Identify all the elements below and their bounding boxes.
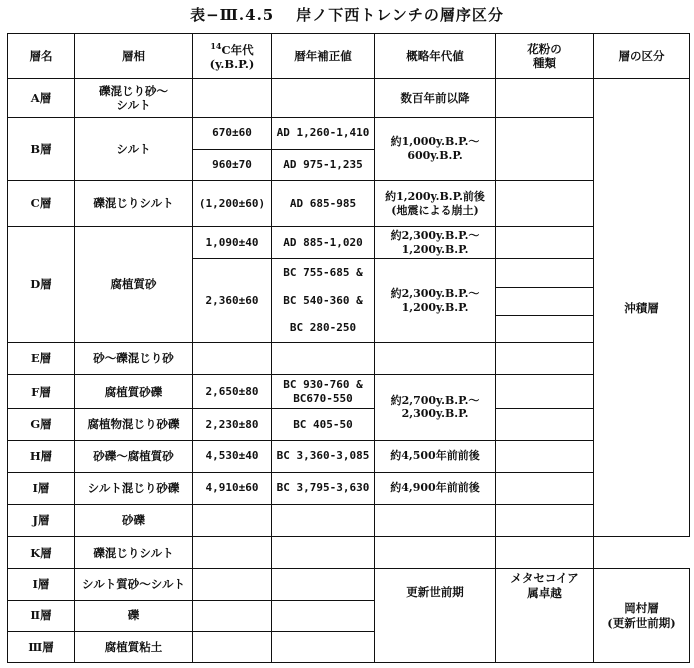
c14-cell [193,504,272,536]
table-row [8,342,690,374]
approx-age-cell: 数百年前以降 [375,79,496,117]
header-calibrated: 暦年補正値 [272,34,375,79]
c14-cell [193,342,272,374]
table-row [8,180,690,226]
layer-name: B層 [8,117,75,180]
layer-facies: 礫混じり砂〜 シルト [75,79,193,117]
pollen-cell [496,537,594,569]
pollen-cell [496,504,594,536]
header-c14-label: C年代 (y.B.P.) [209,42,255,72]
c14-cell: 2,360±60 [193,259,272,343]
pollen-cell [496,79,594,117]
pollen-cell [496,472,594,504]
layer-name: J層 [8,504,75,536]
table-row [8,569,690,600]
calibrated-cell [272,537,375,569]
pollen-subrow [496,260,593,288]
table-row [8,440,690,472]
layer-name: I層 [8,472,75,504]
c14-superscript: 14 [210,40,222,51]
approx-age-cell: 約1,000y.B.P.〜 600y.B.P. [375,117,496,180]
pollen-cell [496,342,594,374]
layer-facies: 腐植質砂 [75,227,193,343]
layer-facies: 礫混じりシルト [75,537,193,569]
approx-age-cell [375,342,496,374]
table-row [8,117,690,149]
pollen-cell [496,375,594,409]
approx-age-cell [375,504,496,536]
layer-name: Ⅲ層 [8,631,75,662]
c14-cell: 960±70 [193,149,272,180]
layer-facies: 礫混じりシルト [75,180,193,226]
layer-name: F層 [8,375,75,409]
c14-cell: 4,910±60 [193,472,272,504]
table-row [8,472,690,504]
division-okamura: 岡村層 (更新世前期) [594,569,690,663]
layer-facies: 礫 [75,600,193,631]
header-pollen: 花粉の 種類 [496,34,594,79]
calibrated-cell [272,569,375,600]
pollen-cell [496,227,594,259]
c14-cell [193,600,272,631]
table-caption: 岸ノ下西トレンチの層序区分 [296,6,504,24]
layer-name: C層 [8,180,75,226]
layer-name: K層 [8,537,75,569]
layer-facies: 砂礫〜腐植質砂 [75,440,193,472]
layer-name: A層 [8,79,75,117]
header-row [8,34,690,79]
c14-cell: 1,090±40 [193,227,272,259]
layer-facies: 腐植質粘土 [75,631,193,662]
pollen-cell: メタセコイア 属卓越 [496,569,594,663]
c14-cell: 2,230±80 [193,409,272,440]
c14-cell: 2,650±80 [193,375,272,409]
division-alluvium: 沖積層 [594,79,690,537]
layer-name: Ⅱ層 [8,600,75,631]
calibrated-cell: AD 1,260-1,410 [272,117,375,149]
approx-age-cell: 約2,700y.B.P.〜 2,300y.B.P. [375,375,496,440]
approx-age-cell: 約2,300y.B.P.〜 1,200y.B.P. [375,227,496,259]
calibrated-cell [272,79,375,117]
table-number: 表−Ⅲ.4.5 [190,6,275,24]
calibrated-cell [272,504,375,536]
c14-cell [193,569,272,600]
pollen-cell [496,180,594,226]
stratigraphy-table [7,33,690,663]
c14-cell: 4,530±40 [193,440,272,472]
table-row [8,504,690,536]
calibrated-cell: AD 885-1,020 [272,227,375,259]
calibrated-cell: BC 405-50 [272,409,375,440]
layer-name: Ⅰ層 [8,569,75,600]
header-approx-age: 概略年代値 [375,34,496,79]
calibrated-cell [272,342,375,374]
c14-cell [193,79,272,117]
pollen-cell [496,409,594,440]
layer-facies: 腐植質砂礫 [75,375,193,409]
layer-name: H層 [8,440,75,472]
pollen-cell [496,117,594,180]
approx-age-cell: 約4,500年前前後 [375,440,496,472]
c14-cell [193,631,272,662]
header-c14 [193,34,272,79]
calibrated-cell [272,600,375,631]
calibrated-cell: AD 975-1,235 [272,149,375,180]
approx-age-cell: 約2,300y.B.P.〜 1,200y.B.P. [375,259,496,343]
approx-age-cell: 約1,200y.B.P.前後 (地震による崩土) [375,180,496,226]
c14-cell: (1,200±60) [193,180,272,226]
layer-name: D層 [8,227,75,343]
table-row [8,79,690,117]
header-layer-name: 層名 [8,34,75,79]
calibrated-cell: BC 3,795-3,630 [272,472,375,504]
layer-name: E層 [8,342,75,374]
table-row [8,375,690,409]
table-row [8,537,690,569]
layer-facies: シルト質砂〜シルト [75,569,193,600]
c14-cell [193,537,272,569]
layer-facies: シルト混じり砂礫 [75,472,193,504]
layer-facies: 砂礫 [75,504,193,536]
header-division: 層の区分 [594,34,690,79]
approx-age-cell [375,537,496,569]
table-row [8,227,690,259]
approx-age-cell: 更新世前期 [375,569,496,663]
calibrated-cell: BC 3,360-3,085 [272,440,375,472]
table-title [0,4,694,25]
table-row [8,409,690,440]
calibrated-cell [272,631,375,662]
pollen-subrow [496,316,593,342]
pollen-cell [496,259,594,343]
approx-age-cell: 約4,900年前前後 [375,472,496,504]
calibrated-cell: BC 930-760 & BC670-550 [272,375,375,409]
calibrated-cell: AD 685-985 [272,180,375,226]
calibrated-cell: BC 755-685 & BC 540-360 & BC 280-250 [272,259,375,343]
pollen-cell [496,440,594,472]
layer-facies: 砂〜礫混じり砂 [75,342,193,374]
layer-facies: シルト [75,117,193,180]
layer-name: G層 [8,409,75,440]
header-facies: 層相 [75,34,193,79]
pollen-subrow [496,288,593,316]
c14-cell: 670±60 [193,117,272,149]
layer-facies: 腐植物混じり砂礫 [75,409,193,440]
